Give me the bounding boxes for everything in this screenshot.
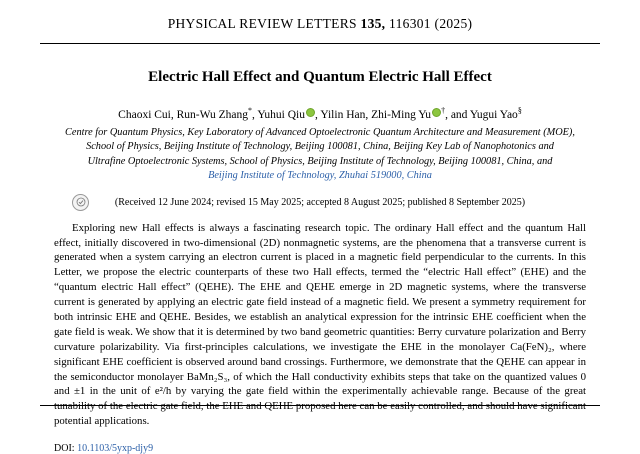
author-name-4: Yilin Han <box>320 108 366 121</box>
journal-article-number: 116301 (2025) <box>389 16 473 31</box>
author-footnote-marker-5[interactable]: † <box>441 105 446 115</box>
journal-volume: 135, <box>360 16 386 31</box>
author-list: Chaoxi Cui, Run-Wu Zhang*, Yuhui Qiu , Yilin Han, Zhi-Ming Yu †, and Yugui Yao§ <box>118 105 522 121</box>
author-name-3: Yuhui Qiu <box>257 108 305 121</box>
journal-name: PHYSICAL REVIEW LETTERS <box>167 16 357 31</box>
author-footnote-marker-6[interactable]: § <box>517 105 522 115</box>
orcid-icon[interactable] <box>432 108 441 117</box>
doi-line <box>54 443 600 454</box>
footer-divider <box>40 405 600 406</box>
author-name-5: Zhi-Ming Yu <box>371 108 432 121</box>
affiliation-line-2: School of Physics, Beijing Institute of Technology, Beijing 100081, China, Beijing Key Lab of Nanophotonics and <box>86 141 554 153</box>
dates-text: (Received 12 June 2024; revised 15 May 2025; accepted 8 August 2025; published 8 September 2025) <box>114 196 526 208</box>
publication-dates <box>40 197 600 208</box>
orcid-icon[interactable] <box>306 108 315 117</box>
author-separator: , <box>170 108 177 121</box>
author-footnote-marker-2[interactable]: * <box>248 105 253 115</box>
affiliation-line-3: Ultrafine Optoelectronic Systems, School of Physics, Beijing Institute of Technology, Beijing 100081, China, and <box>87 155 553 167</box>
abstract-text: Exploring new Hall effects is always a fascinating research topic. The ordinary Hall effect and the quantum Hall effect, initially discovered in two-dimensional (2D) nonmagnetic systems, are the phenomena that a transverse current is generated when a system carrying an electron current is placed in a magnetic field perpendicular to the currents. In this Letter, we propose the electric counterparts of these two Hall effects, termed the “electric Hall effect” (EHE) and the “quantum electric Hall effect” (QEHE). The EHE and QEHE emerge in 2D magnetic systems, where the transverse current is generated by applying an electric gate field instead of a magnetic field. We present a symmetry requirement for both intrinsic EHE and QEHE. Besides, we establish an analytical expression for the intrinsic EHE coefficient when the gate field is weak. We show that it is determined by two band geometric quantities: Berry curvature polarization and Berry curvature polarizability. Via first-principles calculations, we investigate the EHE in the monolayer Ca(FeN)₂, where significant EHE coefficient is observed around band crossings. Furthermore, we demonstrate that the QEHE can appear in the semiconductor monolayer BaMn₂S₃, of which the Hall conductivity exhibits steps that take on the quantized values 0 and ±1 in the unit of e²/h by varying the gate field within the experimentally achievable range. Because of the great tunability of the electric gate field, the EHE and QEHE proposed here can be easily controlled, and should have significant potential applications. <box>54 221 586 428</box>
affiliation-line-4 <box>40 169 600 183</box>
author-name-6: Yugui Yao <box>469 108 518 121</box>
affiliation-link[interactable]: Beijing Institute of Technology, Zhuhai 519000, China <box>208 170 432 182</box>
page-title: Electric Hall Effect and Quantum Electric Hall Effect <box>148 69 492 85</box>
author-name-1: Chaoxi Cui <box>118 108 171 121</box>
header-divider <box>40 43 600 44</box>
affiliations <box>40 126 600 184</box>
author-name-2: Run-Wu Zhang <box>176 108 249 121</box>
doi-link[interactable]: 10.1103/5yxp-djy9 <box>77 443 154 454</box>
crossmark-icon[interactable] <box>72 194 89 211</box>
journal-header <box>40 0 600 32</box>
affiliation-line-1: Centre for Quantum Physics, Key Laboratory of Advanced Optoelectronic Quantum Architecture and Measurement (MOE), <box>65 127 575 138</box>
doi-label: DOI: <box>54 443 75 454</box>
